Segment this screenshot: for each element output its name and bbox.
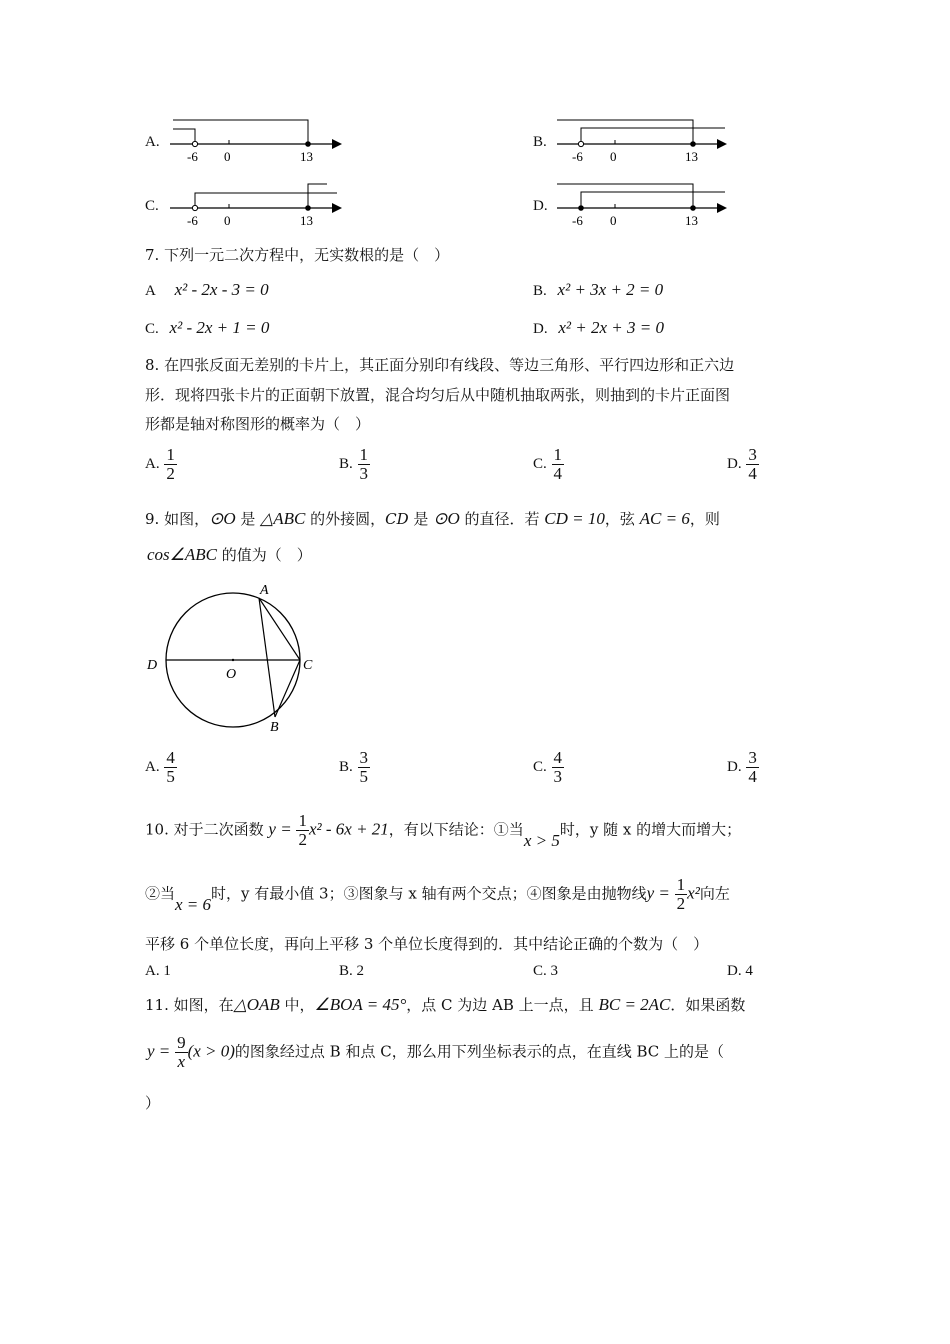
chord-bc: [275, 660, 300, 717]
q10-option-a: A. 1: [145, 963, 171, 979]
q6-option-a-letter: A.: [145, 134, 160, 150]
point-o-label: O: [226, 667, 237, 682]
q8-stem-line2: 形．现将四张卡片的正面朝下放置，混合均匀后从中随机抽取两张，则抽到的卡片正面图: [145, 386, 731, 404]
q6-option-d-numberline: [553, 176, 738, 236]
q6-b-tick-neg6: -6: [572, 149, 583, 164]
q6-option-d-letter: D.: [533, 198, 548, 214]
q6-c-tick-13: 13: [300, 213, 313, 228]
q6-option-a-numberline: [165, 112, 350, 172]
q6-b-tick-0: 0: [610, 149, 617, 164]
q7-option-a: A x² - 2x - 3 = 0: [145, 280, 269, 299]
q6-a-tick-neg6: -6: [187, 149, 198, 164]
point-d-label: D: [147, 658, 158, 673]
q10-option-d: D. 4: [727, 963, 753, 979]
q7-option-c: C. x² - 2x + 1 = 0: [145, 318, 270, 337]
q6-b-tick-13: 13: [685, 149, 698, 164]
q9-option-a: A. $\frac{4}{5}$: [145, 748, 175, 786]
q6-a-tick-0: 0: [224, 149, 231, 164]
q10-option-c: C. 3: [533, 963, 559, 979]
q11-stem-line3: ）: [145, 1094, 161, 1112]
q6-option-b-numberline: [553, 112, 738, 172]
q10-stem-line1: 10. 对于二次函数 y = $\frac{1}{2}$ x² - 6x + 21，有以下结论：①当x > 5时，y 随 x 的增大而增大；: [145, 811, 742, 851]
q8-option-b: B. $\frac{1}{3}$: [339, 445, 369, 483]
q6-d-tick-0: 0: [610, 213, 617, 228]
q8-stem-line3: 形都是轴对称图形的概率为（ ）: [145, 415, 371, 433]
q8-stem-line1: 8. 在四张反面无差别的卡片上，其正面分别印有线段、等边三角形、平行四边形和正六边: [145, 356, 735, 374]
q9-circle-figure: [140, 575, 330, 740]
q6-option-c-letter: C.: [145, 198, 159, 214]
point-b-label: B: [270, 720, 279, 735]
q11-stem-line1: 11. 如图，在△OAB 中，∠BOA = 45°，点 C 为边 AB 上一点，且 BC = 2AC．如果函数: [145, 995, 746, 1014]
q7-option-d: D. x² + 2x + 3 = 0: [533, 318, 664, 337]
q8-option-a: A. $\frac{1}{2}$: [145, 445, 175, 483]
q9-stem-line2: cos∠ABC 的值为（ ）: [147, 545, 312, 564]
q7-option-d-equation: x² + 2x + 3 = 0: [558, 318, 664, 337]
q8-option-d: D. $\frac{3}{4}$: [727, 445, 757, 483]
q9-option-c: C. $\frac{4}{3}$: [533, 748, 563, 786]
q11-stem-line2: y = $\frac{9}{x}$ (x > 0)的图象经过点 B 和点 C，那么用下列坐标表示的点，在直线 BC 上的是（: [147, 1033, 725, 1071]
q6-option-c-numberline: [165, 176, 350, 236]
q6-a-tick-13: 13: [300, 149, 313, 164]
q7-option-c-equation: x² - 2x + 1 = 0: [169, 318, 270, 337]
chord-ab: [259, 598, 275, 717]
q7-option-b-equation: x² + 3x + 2 = 0: [557, 280, 664, 299]
q6-c-tick-0: 0: [224, 213, 231, 228]
q10-option-b: B. 2: [339, 963, 365, 979]
q9-option-d: D. $\frac{3}{4}$: [727, 748, 757, 786]
q9-option-b: B. $\frac{3}{5}$: [339, 748, 369, 786]
q6-d-tick-neg6: -6: [572, 213, 583, 228]
q7-option-a-equation: x² - 2x - 3 = 0: [174, 280, 269, 299]
chord-ac: [259, 598, 300, 660]
q10-stem-line2: ②当x = 6时，y 有最小值 3；③图象与 x 轴有两个交点；④图象是由抛物线y = $\frac{1}{2}$ x²向左: [145, 875, 730, 915]
q7-stem: 7. 下列一元二次方程中，无实数根的是（ ）: [145, 246, 450, 264]
q6-c-tick-neg6: -6: [187, 213, 198, 228]
q7-option-b: B. x² + 3x + 2 = 0: [533, 280, 664, 299]
q9-stem-line1: 9. 如图，⊙O 是 △ABC 的外接圆，CD 是 ⊙O 的直径．若 CD = 10，弦 AC = 6，则: [145, 509, 720, 528]
q10-stem-line3: 平移 6 个单位长度，再向上平移 3 个单位长度得到的．其中结论正确的个数为（ ）: [145, 935, 709, 953]
q6-d-tick-13: 13: [685, 213, 698, 228]
q6-option-b-letter: B.: [533, 134, 547, 150]
point-a-label: A: [260, 583, 269, 598]
point-c-label: C: [303, 658, 313, 673]
q8-option-c: C. $\frac{1}{4}$: [533, 445, 563, 483]
